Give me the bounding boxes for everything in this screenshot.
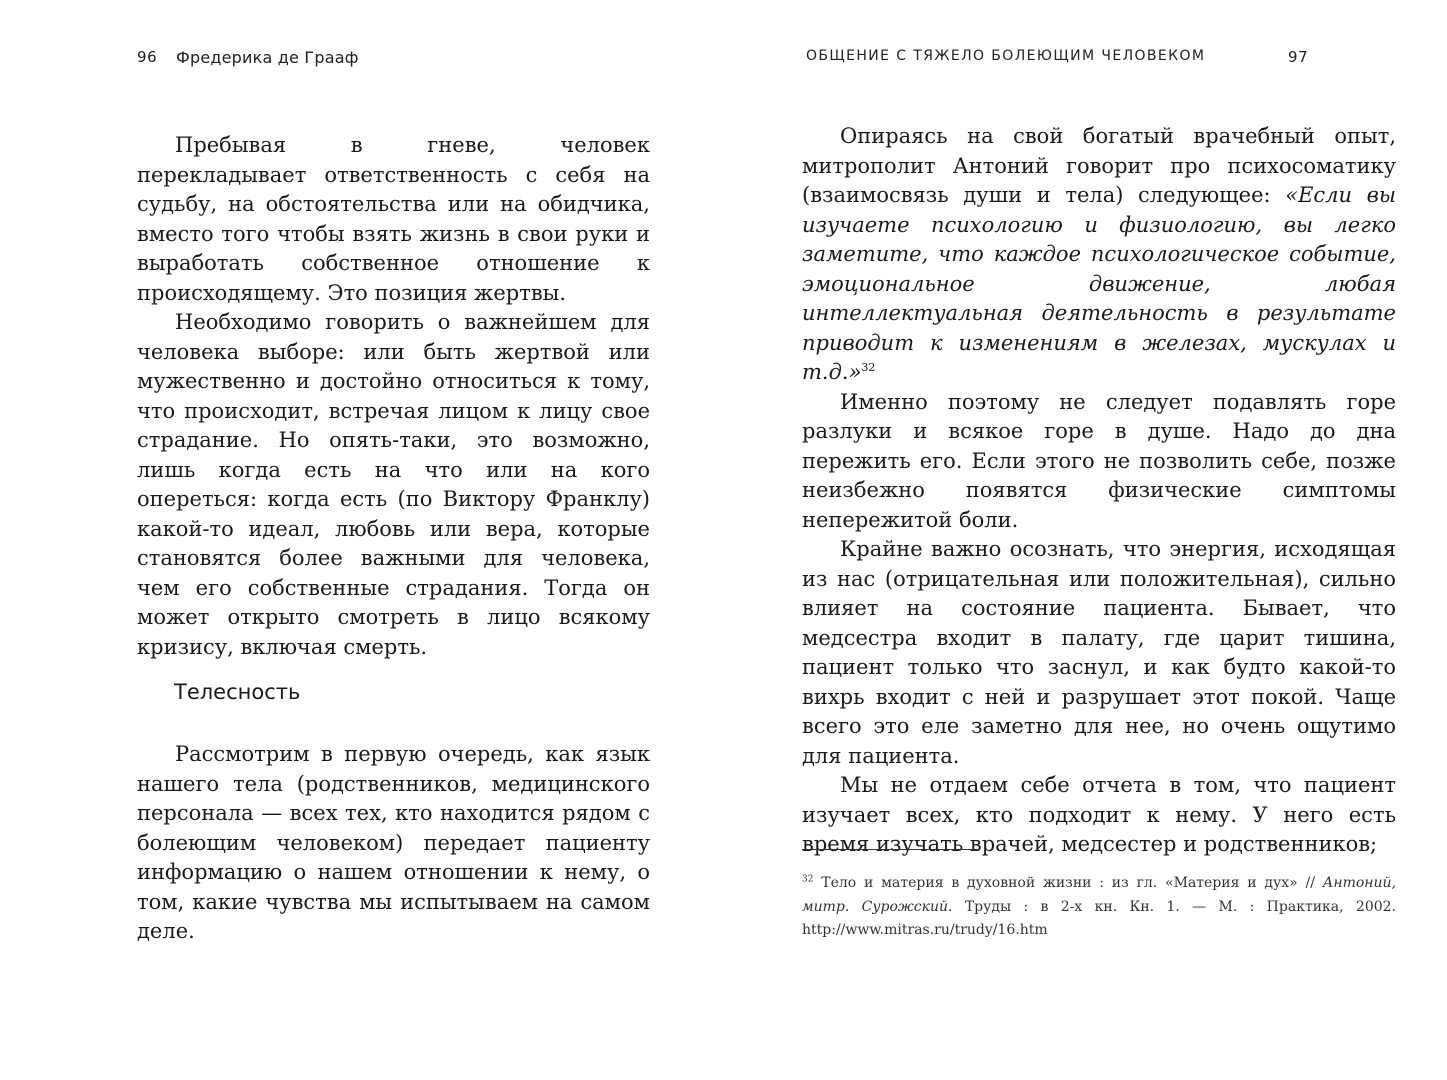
paragraph: Мы не отдаем себе отчета в том, что пациент изучает всех, кто подходит к нему. У него есть время изучать врачей, медсестер и родственников; (802, 773, 1396, 856)
paragraph: Необходимо говорить о важнейшем для человека выборе: или быть жертвой или мужественно и достойно относиться к тому, что происходит, встречая лицом к лицу свое страдание. Но опять-таки, это возможно, лишь когда есть на что или на кого опереться: когда есть (по Виктору Франклу) какой-то идеал, любовь или вера, которые становятся более важными для человека, чем его собственные страдания. Тогда он может открыто смотреть в лицо всякому кризису, включая смерть. (137, 310, 650, 659)
left-page-number: 96 (137, 48, 158, 66)
left-text-block-2 (137, 740, 650, 947)
paragraph: Пребывая в гневе, человек перекладывает ответственность с себя на судьбу, на обстоятельства или на обидчика, вместо того чтобы взять жизнь в свои руки и выработать собственное отношение к происходящему. Это позиция жертвы. (137, 133, 650, 305)
section-heading: Телесность (174, 680, 301, 704)
left-running-head-author: Фредерика де Грааф (176, 48, 359, 67)
footnote-author: Антоний, митр. Сурожский. (802, 875, 1396, 915)
right-page-number: 97 (1288, 48, 1309, 66)
footnote-text-2: Труды : в 2-х кн. Кн. 1. — М. : Практика, 2002. http://www.mitras.ru/trudy/16.htm (802, 898, 1396, 938)
paragraph: Рассмотрим в первую очередь, как язык нашего тела (родственников, медицинского персонала — всех тех, кто находится рядом с болеющим человеком) передает пациенту информацию о нашем отношении к нему, о том, какие чувства мы испытываем на самом деле. (137, 742, 650, 943)
quotation: «Если вы изучаете психологию и физиологию, вы легко заметите, что каждое психологическое событие, эмоциональное движение, любая интеллектуальная деятельность в результате приводит к изменениям в железах, мускулах и т.д.» (802, 183, 1396, 384)
paragraph-lead: Опираясь на свой богатый врачебный опыт, митрополит Антоний говорит про психосоматику (взаимосвязь души и тела) следующее: (802, 124, 1396, 207)
paragraph: Именно поэтому не следует подавлять горе разлуки и всякое горе в душе. Надо до дна пережить его. Если этого не позволить себе, позже неизбежно появятся физические симптомы непережитой боли. (802, 389, 1396, 532)
footnote-rule (802, 849, 980, 850)
paragraph: Крайне важно осознать, что энергия, исходящая из нас (отрицательная или положительная), сильно влияет на состояние пациента. Бывает, что медсестра входит в палату, где царит тишина, пациент только что заснул, и как будто какой-то вихрь входит с ней и разрушает этот покой. Чаще всего это еле заметно для нее, но очень ощутимо для пациента. (802, 537, 1396, 768)
left-text-block (137, 131, 650, 662)
footnote-number: 32 (802, 874, 814, 885)
footnote-text-1: Тело и материя в духовной жизни : из гл. «Материя и дух» // (813, 875, 1323, 891)
paragraph-with-quote (802, 122, 1396, 388)
right-running-title: ОБЩЕНИЕ С ТЯЖЕЛО БОЛЕЮЩИМ ЧЕЛОВЕКОМ (806, 48, 1206, 64)
footnote-reference: 32 (861, 361, 876, 374)
right-page (720, 0, 1447, 1080)
footnote (802, 872, 1396, 943)
right-text-block (802, 122, 1396, 860)
left-page (0, 0, 720, 1080)
